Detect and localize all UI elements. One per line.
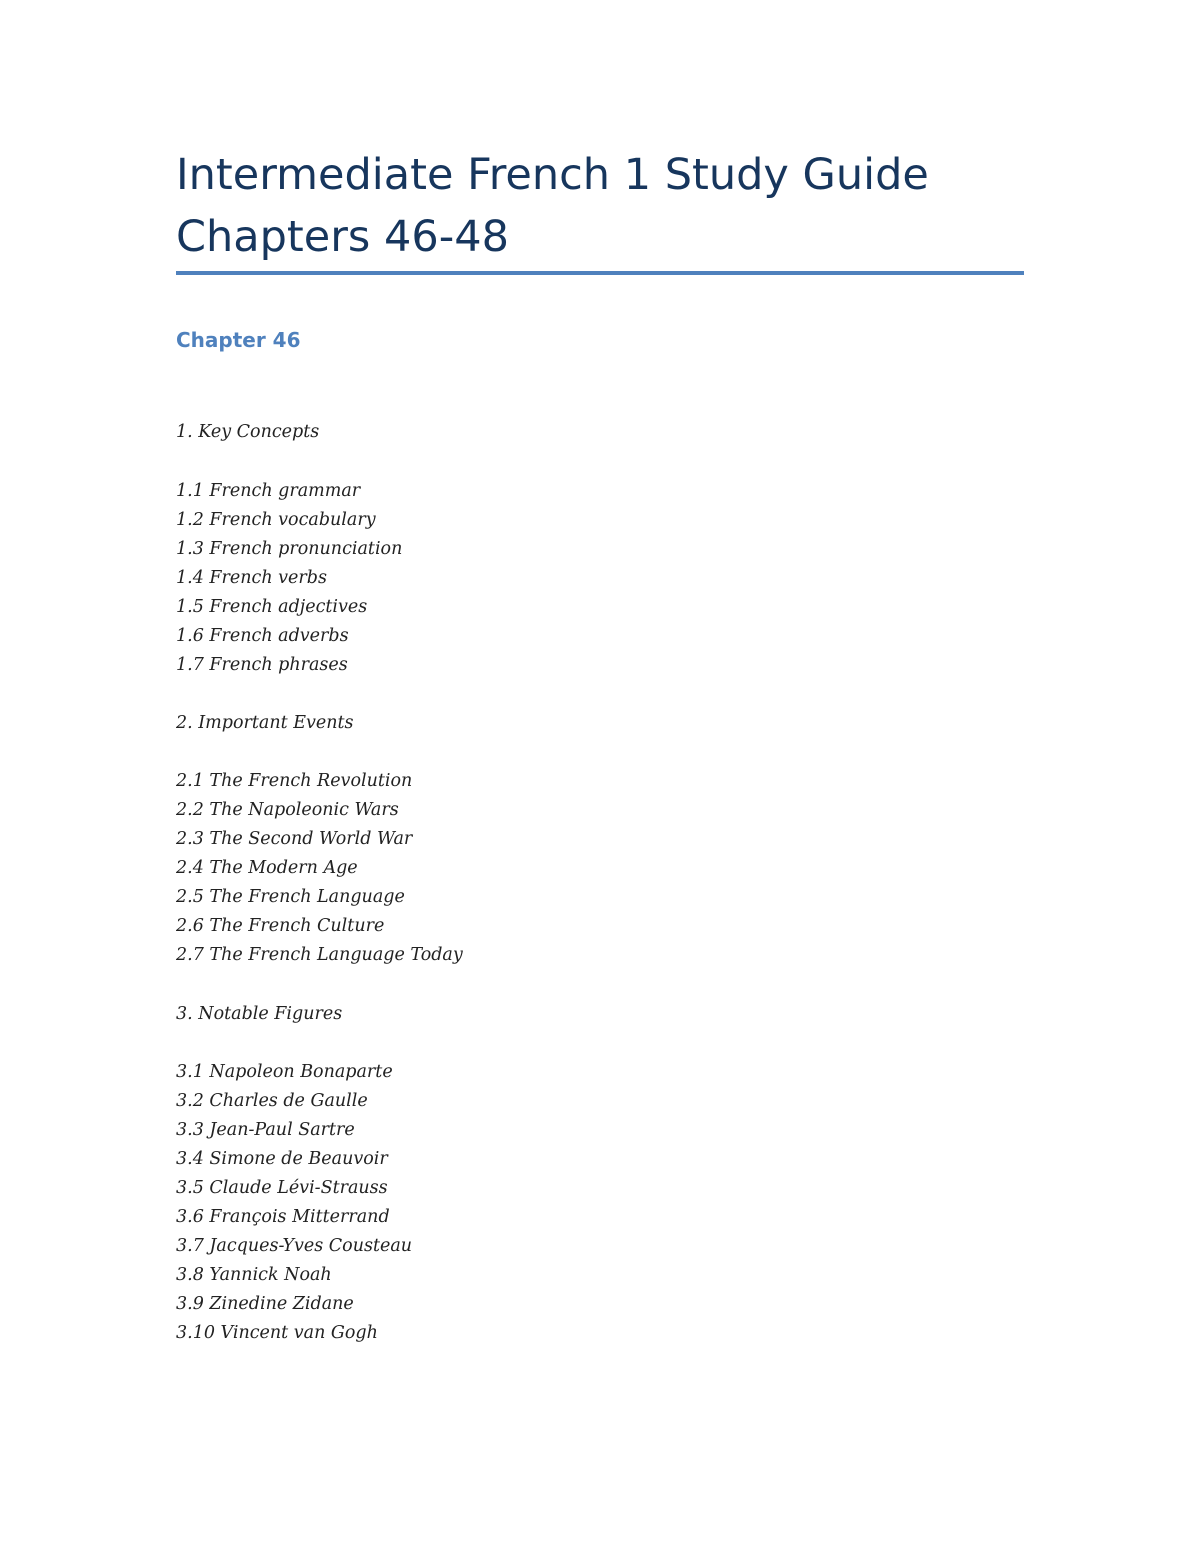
list-item: 3.4 Simone de Beauvoir bbox=[176, 1149, 388, 1169]
list-item: 1.2 French vocabulary bbox=[176, 510, 376, 530]
list-item: 1.6 French adverbs bbox=[176, 626, 349, 646]
section-heading-important-events: 2. Important Events bbox=[176, 713, 354, 733]
title-line-1: Intermediate French 1 Study Guide bbox=[176, 150, 929, 200]
list-item: 2.3 The Second World War bbox=[176, 829, 413, 849]
list-item: 3.10 Vincent van Gogh bbox=[176, 1323, 378, 1343]
list-item: 2.6 The French Culture bbox=[176, 916, 385, 936]
list-item: 1.3 French pronunciation bbox=[176, 539, 403, 559]
list-item: 3.7 Jacques-Yves Cousteau bbox=[176, 1236, 413, 1256]
list-item: 2.2 The Napoleonic Wars bbox=[176, 800, 399, 820]
list-item: 1.4 French verbs bbox=[176, 568, 327, 588]
title-underline bbox=[176, 271, 1024, 275]
list-item: 3.9 Zinedine Zidane bbox=[176, 1294, 354, 1314]
document-title bbox=[176, 144, 1026, 268]
list-item: 3.6 François Mitterrand bbox=[176, 1207, 390, 1227]
list-item: 2.4 The Modern Age bbox=[176, 858, 358, 878]
list-item: 3.2 Charles de Gaulle bbox=[176, 1091, 368, 1111]
section-heading-notable-figures: 3. Notable Figures bbox=[176, 1004, 343, 1024]
list-item: 1.5 French adjectives bbox=[176, 597, 368, 617]
list-item: 2.7 The French Language Today bbox=[176, 945, 463, 965]
list-item: 2.1 The French Revolution bbox=[176, 771, 413, 791]
list-item: 3.3 Jean-Paul Sartre bbox=[176, 1120, 355, 1140]
list-item: 2.5 The French Language bbox=[176, 887, 405, 907]
chapter-heading: Chapter 46 bbox=[176, 328, 301, 352]
list-item: 1.7 French phrases bbox=[176, 655, 348, 675]
list-item: 1.1 French grammar bbox=[176, 481, 361, 501]
list-item: 3.5 Claude Lévi-Strauss bbox=[176, 1178, 388, 1198]
list-item: 3.1 Napoleon Bonaparte bbox=[176, 1062, 393, 1082]
title-line-2: Chapters 46-48 bbox=[176, 212, 509, 262]
section-heading-key-concepts: 1. Key Concepts bbox=[176, 422, 320, 442]
list-item: 3.8 Yannick Noah bbox=[176, 1265, 332, 1285]
